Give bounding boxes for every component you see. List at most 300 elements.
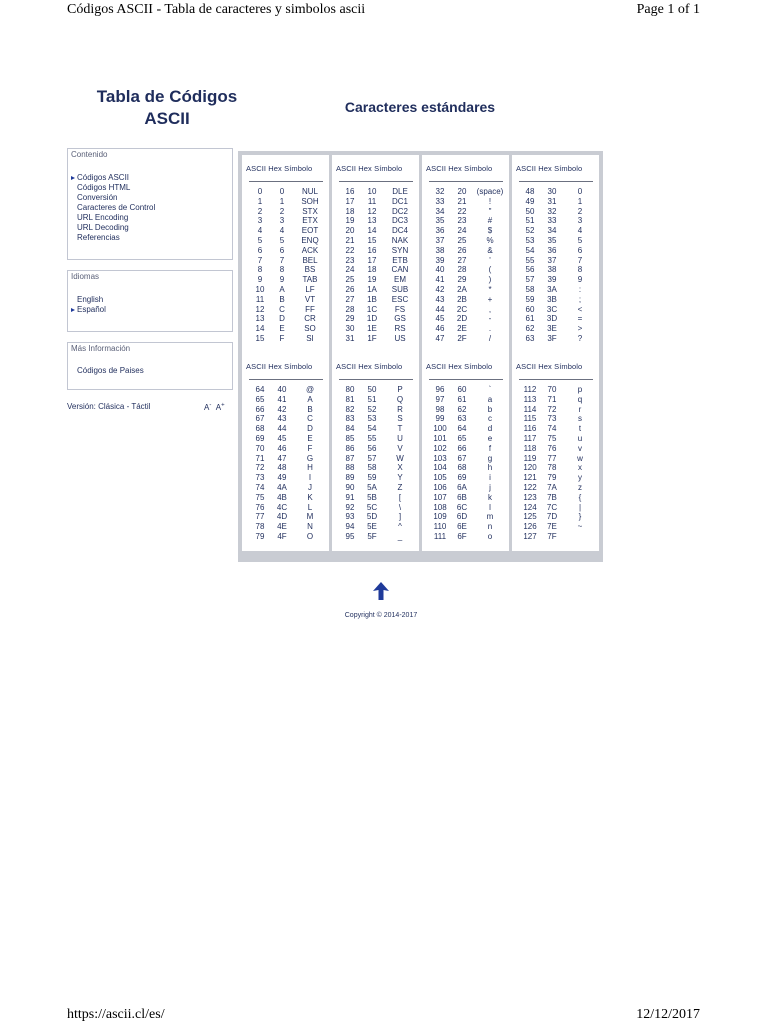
table-row (422, 275, 509, 285)
version-switcher (67, 402, 233, 411)
ascii-code: 41 (435, 275, 445, 285)
hex-code: 50 (367, 385, 377, 394)
ascii-code: 6 (257, 245, 263, 255)
hex-code: 19 (367, 275, 377, 285)
more-info-list (71, 366, 144, 376)
table-row (512, 473, 599, 483)
hex-code: D (279, 314, 285, 324)
table-row (332, 424, 419, 434)
symbol: t (578, 424, 582, 434)
hex-code: 2A (457, 284, 467, 294)
symbol: = (577, 314, 583, 324)
hex-code: 2B (457, 294, 467, 304)
panel-rows (242, 187, 329, 344)
ascii-code: 32 (435, 187, 445, 196)
hex-code: 61 (457, 394, 467, 404)
hex-code: 44 (277, 424, 287, 434)
font-size-controls (204, 402, 225, 412)
print-footer-url: https://ascii.cl/es/ (67, 1007, 165, 1022)
table-row (512, 334, 599, 344)
hex-code: 59 (367, 473, 377, 483)
ascii-code: 92 (345, 502, 355, 512)
hex-code: 4 (279, 226, 285, 236)
symbol: ; (578, 294, 582, 304)
table-row (242, 305, 329, 315)
hex-code: 6 (279, 245, 285, 255)
table-row (242, 246, 329, 256)
hex-code: 5E (367, 522, 377, 532)
table-row (422, 522, 509, 532)
hex-code: 2F (457, 333, 467, 343)
table-row (512, 444, 599, 454)
table-row (242, 295, 329, 305)
table-row (512, 236, 599, 246)
table-row (422, 434, 509, 444)
hex-code: E (279, 324, 285, 334)
hex-code: 70 (547, 385, 557, 394)
hex-code: 56 (367, 443, 377, 453)
ascii-code: 45 (435, 314, 445, 324)
nav-item-conversion[interactable]: Conversión (77, 193, 118, 202)
symbol: y (578, 473, 582, 483)
language-english[interactable]: English (77, 295, 104, 304)
hex-code: 49 (277, 473, 287, 483)
symbol: o (487, 531, 493, 541)
table-row (332, 246, 419, 256)
ascii-code: 113 (523, 394, 537, 404)
hex-code: 1D (366, 314, 378, 324)
table-row (422, 324, 509, 334)
ascii-code: 14 (255, 324, 265, 334)
table-row (422, 473, 509, 483)
font-decrease-button[interactable]: A- (204, 402, 212, 412)
ascii-code: 17 (345, 196, 355, 206)
nav-item-html-codes[interactable]: Códigos HTML (77, 183, 131, 192)
table-row (332, 463, 419, 473)
hex-code: 7B (547, 492, 557, 502)
symbol: M (306, 512, 314, 522)
hex-code: 7 (279, 255, 285, 265)
ascii-panel (332, 353, 419, 551)
ascii-code: 114 (523, 404, 537, 414)
ascii-panel (422, 155, 509, 353)
table-row (242, 414, 329, 424)
symbol: | (578, 502, 582, 512)
ascii-code: 94 (345, 522, 355, 532)
font-increase-button[interactable]: A+ (215, 402, 225, 412)
symbol: r (578, 404, 582, 414)
hex-code: 13 (367, 216, 377, 226)
hex-code: 77 (547, 453, 557, 463)
hex-code: 47 (277, 453, 287, 463)
hex-code: 72 (547, 404, 557, 414)
ascii-code: 127 (523, 531, 537, 541)
table-row (332, 405, 419, 415)
ascii-code: 18 (345, 206, 355, 216)
language-spanish[interactable]: Español (71, 305, 106, 315)
table-row (422, 405, 509, 415)
ascii-code: 1 (257, 196, 263, 206)
symbol: m (486, 512, 494, 522)
symbol: ~ (577, 522, 583, 532)
table-row (242, 434, 329, 444)
contents-box-title: Contenido (71, 150, 108, 159)
ascii-code: 121 (523, 473, 537, 483)
hex-code: 31 (547, 196, 557, 206)
symbol: # (487, 216, 493, 226)
hex-code: 1A (367, 284, 377, 294)
table-row (512, 395, 599, 405)
table-row (422, 216, 509, 226)
ascii-code: 86 (345, 443, 355, 453)
hex-code: 42 (277, 404, 287, 414)
symbol: u (577, 433, 583, 443)
hex-code: 27 (457, 255, 467, 265)
hex-code: A (279, 284, 285, 294)
hex-code: 32 (547, 206, 557, 216)
ascii-code: 109 (433, 512, 447, 522)
ascii-code: 15 (255, 333, 265, 343)
table-row (242, 285, 329, 295)
table-row (422, 334, 509, 344)
symbol: } (578, 512, 582, 522)
symbol: 5 (577, 235, 583, 245)
symbol: Q (396, 394, 404, 404)
ascii-code: 5 (257, 235, 263, 245)
symbol: 0 (577, 187, 583, 196)
ascii-code: 69 (255, 433, 265, 443)
panel-header: ASCII Hex Símbolo (426, 362, 493, 371)
symbol: ) (488, 275, 492, 285)
panel-header: ASCII Hex Símbolo (516, 164, 583, 173)
panel-rows (242, 385, 329, 542)
hex-code: 6E (457, 522, 467, 532)
symbol: _ (397, 531, 403, 541)
table-row (512, 246, 599, 256)
table-row (242, 405, 329, 415)
hex-code: 20 (457, 187, 467, 196)
ascii-code: 126 (523, 522, 537, 532)
ascii-code: 99 (435, 414, 445, 424)
symbol: 6 (577, 245, 583, 255)
table-row (332, 275, 419, 285)
panel-divider (429, 379, 503, 380)
symbol: b (487, 404, 493, 414)
ascii-code: 39 (435, 255, 445, 265)
panel-header: ASCII Hex Símbolo (246, 362, 313, 371)
symbol: a (487, 394, 493, 404)
symbol: x (578, 463, 582, 473)
ascii-code: 65 (255, 394, 265, 404)
hex-code: 6D (456, 512, 468, 522)
hex-code: 5B (367, 492, 377, 502)
ascii-code: 23 (345, 255, 355, 265)
ascii-code: 68 (255, 424, 265, 434)
hex-code: 23 (457, 216, 467, 226)
symbol: 4 (577, 226, 583, 236)
hex-code: 3F (547, 333, 557, 343)
hex-code: B (279, 294, 285, 304)
symbol: K (307, 492, 313, 502)
table-row (512, 424, 599, 434)
table-row (512, 305, 599, 315)
hex-code: 45 (277, 433, 287, 443)
panel-divider (429, 181, 503, 182)
ascii-code: 20 (345, 226, 355, 236)
symbol: 3 (577, 216, 583, 226)
table-row (512, 532, 599, 542)
hex-code: 11 (367, 196, 377, 206)
languages-box (67, 270, 233, 332)
hex-code: 1E (367, 324, 377, 334)
ascii-code: 82 (345, 404, 355, 414)
table-row (332, 483, 419, 493)
symbol: . (488, 324, 492, 334)
ascii-code: 35 (435, 216, 445, 226)
hex-code: 28 (457, 265, 467, 275)
table-row (512, 216, 599, 226)
hex-code: 4B (277, 492, 287, 502)
nav-item-ascii-codes[interactable]: Códigos ASCII (71, 173, 155, 183)
version-label[interactable]: Versión: Clásica - Táctil (67, 402, 151, 411)
table-row (422, 265, 509, 275)
table-row (512, 463, 599, 473)
symbol: 2 (577, 206, 583, 216)
ascii-code: 61 (525, 314, 535, 324)
nav-item-url-encoding[interactable]: URL Encoding (77, 213, 129, 222)
up-arrow-icon[interactable] (372, 581, 390, 601)
ascii-code: 117 (523, 433, 537, 443)
table-row (422, 305, 509, 315)
symbol: : (578, 284, 582, 294)
print-header (0, 0, 768, 22)
panel-header: ASCII Hex Símbolo (426, 164, 493, 173)
ascii-code: 67 (255, 414, 265, 424)
symbol: d (487, 424, 493, 434)
ascii-code: 12 (255, 304, 265, 314)
symbol: S (397, 414, 403, 424)
symbol: TAB (302, 275, 318, 285)
ascii-code: 104 (433, 463, 447, 473)
ascii-code: 97 (435, 394, 445, 404)
hex-code: 1 (279, 196, 285, 206)
table-row (242, 226, 329, 236)
table-row (242, 197, 329, 207)
hex-code: 29 (457, 275, 467, 285)
panel-header: ASCII Hex Símbolo (336, 362, 403, 371)
table-row (242, 216, 329, 226)
nav-item-url-decoding[interactable]: URL Decoding (77, 223, 129, 232)
hex-code: 48 (277, 463, 287, 473)
hex-code: 24 (457, 226, 467, 236)
symbol: V (397, 443, 403, 453)
symbol: { (578, 492, 582, 502)
ascii-code: 26 (345, 284, 355, 294)
symbol: 7 (577, 255, 583, 265)
table-row (242, 444, 329, 454)
ascii-code: 58 (525, 284, 535, 294)
ascii-code: 24 (345, 265, 355, 275)
symbol: g (487, 453, 493, 463)
ascii-code: 49 (525, 196, 535, 206)
ascii-code: 79 (255, 531, 265, 541)
panel-divider (249, 181, 323, 182)
table-row (512, 275, 599, 285)
symbol: DLE (392, 187, 408, 196)
hex-code: 5D (366, 512, 378, 522)
symbol: H (307, 463, 313, 473)
hex-code: 9 (279, 275, 285, 285)
contents-box (67, 148, 233, 260)
ascii-code: 27 (345, 294, 355, 304)
ascii-code: 108 (433, 502, 447, 512)
symbol: ` (488, 385, 492, 394)
languages-box-title: Idiomas (71, 272, 100, 281)
panel-divider (519, 379, 593, 380)
table-row (422, 395, 509, 405)
hex-code: 4A (277, 482, 287, 492)
symbol: ENQ (301, 235, 319, 245)
ascii-code: 101 (433, 433, 447, 443)
ascii-code: 2 (257, 206, 263, 216)
symbol: J (308, 482, 312, 492)
ascii-code: 63 (525, 333, 535, 343)
symbol: < (577, 304, 583, 314)
hex-code: 51 (367, 394, 377, 404)
hex-code: 79 (547, 473, 557, 483)
ascii-code: 87 (345, 453, 355, 463)
hex-code: 30 (547, 187, 557, 196)
symbol: U (397, 433, 403, 443)
symbol: EM (394, 275, 406, 285)
ascii-panel (242, 353, 329, 551)
symbol: / (488, 333, 492, 343)
symbol: e (487, 433, 493, 443)
ascii-code: 81 (345, 394, 355, 404)
hex-code: 2E (457, 324, 467, 334)
ascii-code: 3 (257, 216, 263, 226)
ascii-code: 52 (525, 226, 535, 236)
hex-code: 8 (279, 265, 285, 275)
symbol: F (307, 443, 313, 453)
symbol: w (577, 453, 583, 463)
table-row (332, 434, 419, 444)
hex-code: 10 (367, 187, 377, 196)
hex-code: 4C (276, 502, 288, 512)
panel-rows (332, 187, 419, 344)
hex-code: 7F (547, 531, 557, 541)
table-row (332, 532, 419, 542)
symbol: 1 (577, 196, 583, 206)
hex-code: 65 (457, 433, 467, 443)
table-row (512, 295, 599, 305)
symbol: SI (306, 333, 314, 343)
table-row (332, 444, 419, 454)
table-row (512, 256, 599, 266)
hex-code: 2 (279, 206, 285, 216)
nav-item-country-codes[interactable]: Códigos de Paises (77, 366, 144, 375)
hex-code: 18 (367, 265, 377, 275)
ascii-code: 10 (255, 284, 265, 294)
symbol: ETX (302, 216, 318, 226)
nav-item-control-characters[interactable]: Caracteres de Control (77, 203, 156, 212)
symbol: DC2 (391, 206, 408, 216)
symbol: ACK (301, 245, 319, 255)
ascii-code: 91 (345, 492, 355, 502)
table-row (422, 463, 509, 473)
ascii-code: 107 (433, 492, 447, 502)
ascii-code: 38 (435, 245, 445, 255)
symbol: W (396, 453, 404, 463)
hex-code: 1F (367, 333, 377, 343)
ascii-code: 25 (345, 275, 355, 285)
table-row (422, 493, 509, 503)
nav-item-references[interactable]: Referencias (77, 233, 120, 242)
table-row (242, 522, 329, 532)
ascii-code: 71 (255, 453, 265, 463)
table-row (332, 385, 419, 395)
ascii-code: 66 (255, 404, 265, 414)
table-row (332, 256, 419, 266)
hex-code: 2D (456, 314, 468, 324)
symbol: N (307, 522, 313, 532)
ascii-code: 98 (435, 404, 445, 414)
table-row (242, 324, 329, 334)
hex-code: 58 (367, 463, 377, 473)
ascii-code: 83 (345, 414, 355, 424)
table-row (332, 226, 419, 236)
hex-code: 5F (367, 531, 377, 541)
symbol: LF (305, 284, 315, 294)
site-title[interactable]: Tabla de Códigos ASCII (96, 87, 238, 128)
symbol: h (487, 463, 493, 473)
symbol: R (397, 404, 403, 414)
panel-header: ASCII Hex Símbolo (336, 164, 403, 173)
ascii-code: 55 (525, 255, 535, 265)
table-row (332, 197, 419, 207)
hex-code: 57 (367, 453, 377, 463)
print-header-page: Page 1 of 1 (636, 2, 700, 17)
symbol: " (488, 206, 492, 216)
table-row (512, 314, 599, 324)
table-row (422, 187, 509, 197)
hex-code: 25 (457, 235, 467, 245)
hex-code: C (279, 304, 285, 314)
symbol: X (397, 463, 403, 473)
table-row (512, 197, 599, 207)
ascii-code: 8 (257, 265, 263, 275)
ascii-panel (332, 155, 419, 353)
hex-code: 66 (457, 443, 467, 453)
ascii-code: 90 (345, 482, 355, 492)
hex-code: 17 (367, 255, 377, 265)
table-row (422, 454, 509, 464)
ascii-code: 118 (523, 443, 537, 453)
symbol: T (397, 424, 403, 434)
symbol: v (578, 443, 582, 453)
ascii-code: 9 (257, 275, 263, 285)
hex-code: 60 (457, 385, 467, 394)
ascii-code: 28 (345, 304, 355, 314)
ascii-code: 22 (345, 245, 355, 255)
symbol: \ (398, 502, 402, 512)
panel-divider (339, 379, 413, 380)
table-row (242, 424, 329, 434)
ascii-code: 124 (523, 502, 537, 512)
table-row (512, 493, 599, 503)
ascii-code: 123 (523, 492, 537, 502)
panel-rows (512, 385, 599, 542)
